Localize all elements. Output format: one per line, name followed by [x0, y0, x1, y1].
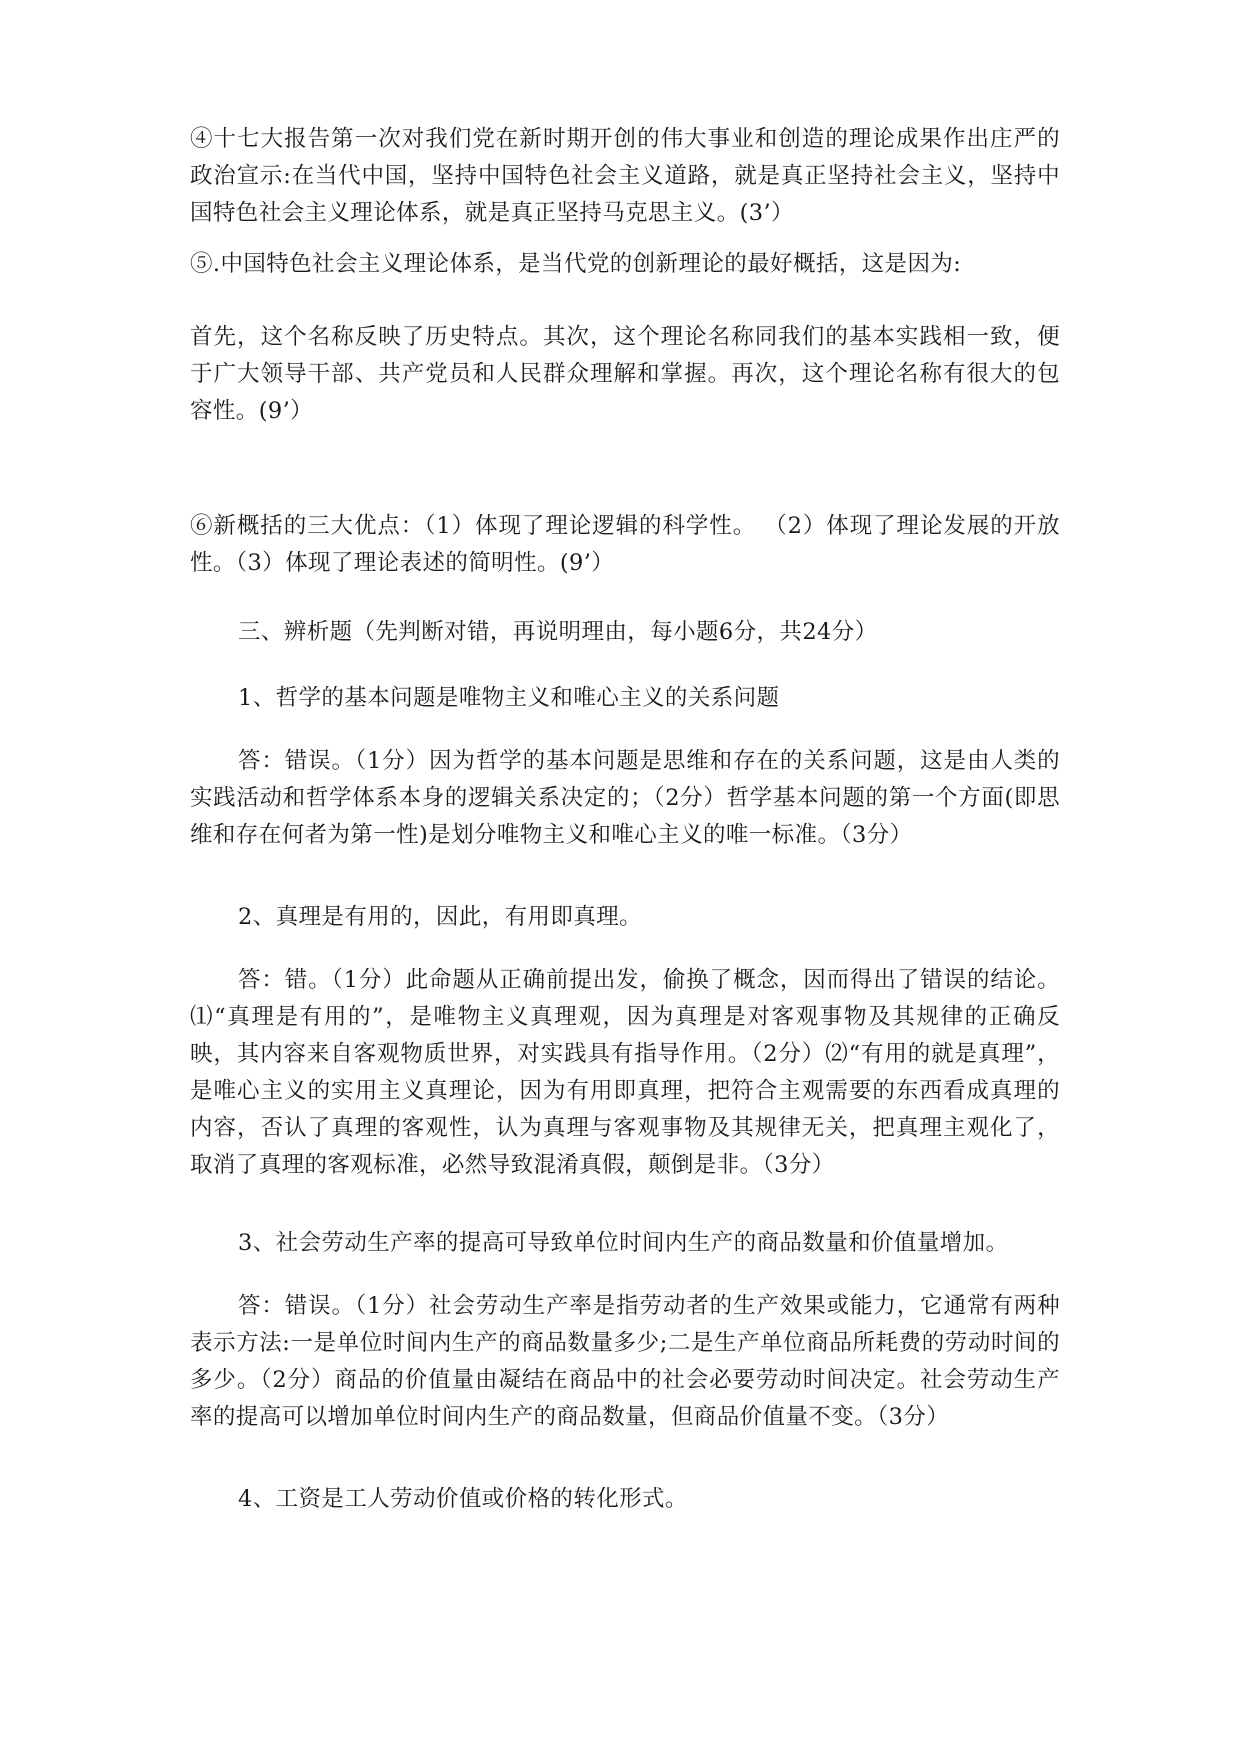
paragraph-item-6: ⑥新概括的三大优点：（1）体现了理论逻辑的科学性。 （2）体现了理论发展的开放性。（3）体现了理论表述的简明性。(9’） [190, 513, 1060, 576]
question-3: 3、社会劳动生产率的提高可导致单位时间内生产的商品数量和价值量增加。 [238, 1230, 1009, 1256]
paragraph-item-5-explanation: 首先，这个名称反映了历史特点。其次，这个理论名称同我们的基本实践相一致，便于广大领导干部、共产党员和人民群众理解和掌握。再次，这个理论名称有很大的包容性。(9’） [190, 324, 1060, 424]
answer-1: 答：错误。（1分）因为哲学的基本问题是思维和存在的关系问题，这是由人类的实践活动和哲学体系本身的逻辑关系决定的；（2分）哲学基本问题的第一个方面(即思维和存在何者为第一性)是划分唯物主义和唯心主义的唯一标准。（3分） [190, 748, 1060, 848]
answer-2: 答：错。（1分）此命题从正确前提出发，偷换了概念，因而得出了错误的结论。⑴“真理是有用的”，是唯物主义真理观，因为真理是对客观事物及其规律的正确反映，其内容来自客观物质世界，对实践具有指导作用。（2分）⑵“有用的就是真理”，是唯心主义的实用主义真理论，因为有用即真理，把符合主观需要的东西看成真理的内容，否认了真理的客观性，认为真理与客观事物及其规律无关，把真理主观化了，取消了真理的客观标准，必然导致混淆真假，颠倒是非。（3分） [190, 967, 1060, 1178]
question-2: 2、真理是有用的，因此，有用即真理。 [238, 904, 643, 930]
section-heading-discrimination: 三、辨析题（先判断对错，再说明理由，每小题6分，共24分） [238, 619, 878, 645]
paragraph-item-4: ④十七大报告第一次对我们党在新时期开创的伟大事业和创造的理论成果作出庄严的政治宣示:在当代中国，坚持中国特色社会主义道路，就是真正坚持社会主义，坚持中国特色社会主义理论体系，就是真正坚持马克思主义。(3’） [190, 126, 1060, 226]
paragraph-item-5: ⑤.中国特色社会主义理论体系，是当代党的创新理论的最好概括，这是因为: [190, 251, 962, 277]
answer-3: 答：错误。（1分）社会劳动生产率是指劳动者的生产效果或能力，它通常有两种表示方法:一是单位时间内生产的商品数量多少;二是生产单位商品所耗费的劳动时间的多少。（2分）商品的价值量由凝结在商品中的社会必要劳动时间决定。社会劳动生产率的提高可以增加单位时间内生产的商品数量，但商品价值量不变。（3分） [190, 1293, 1060, 1430]
question-4: 4、工资是工人劳动价值或价格的转化形式。 [238, 1486, 688, 1512]
question-1: 1、哲学的基本问题是唯物主义和唯心主义的关系问题 [238, 685, 780, 711]
